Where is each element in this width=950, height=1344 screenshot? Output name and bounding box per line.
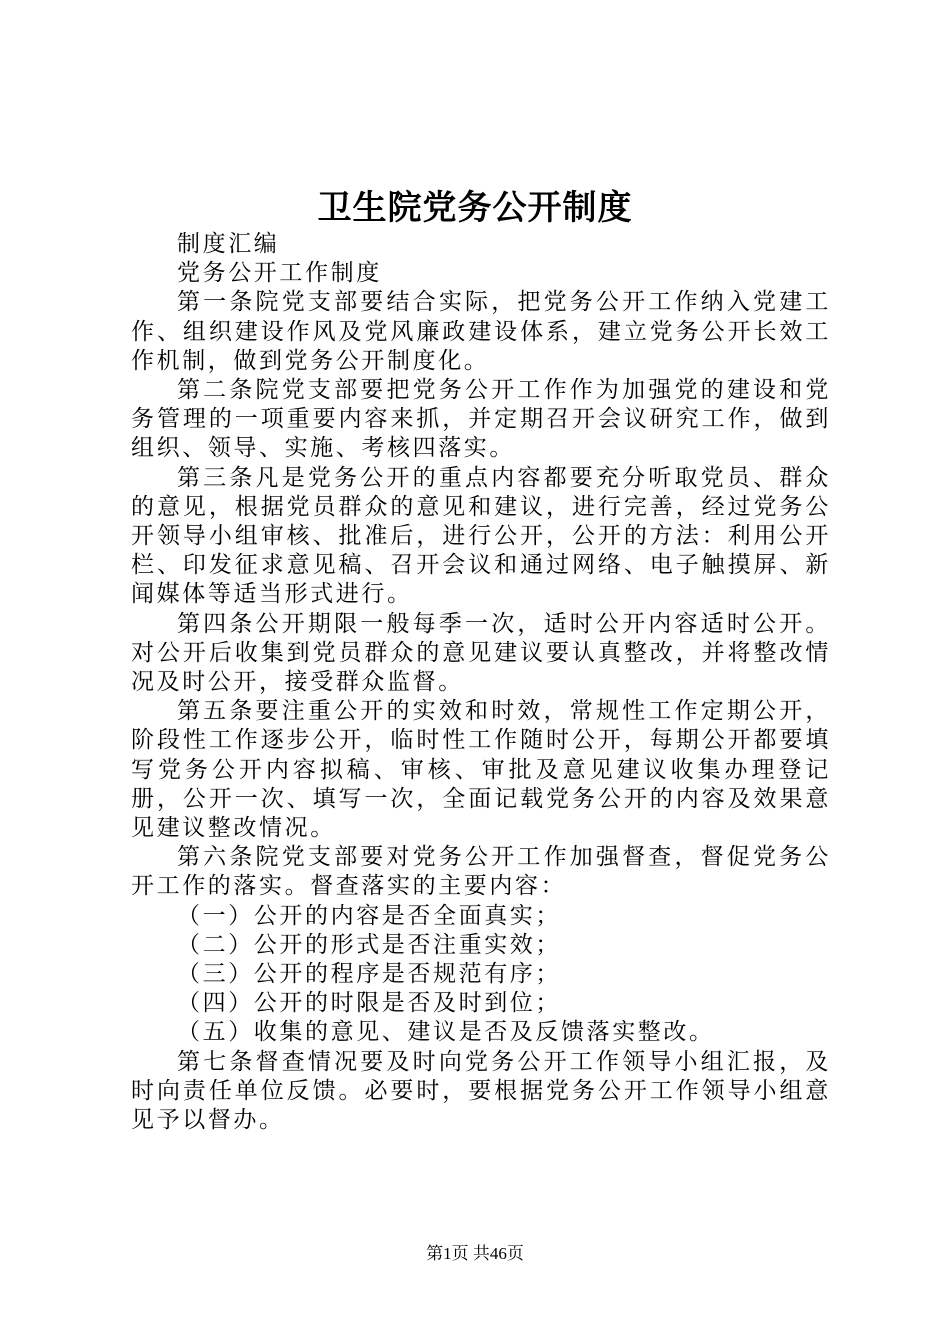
paragraph-article-4: 第四条公开期限一般每季一次，适时公开内容适时公开。对公开后收集到党员群众的意见建议要认真整改，并将整改情况及时公开，接受群众监督。 (131, 610, 831, 696)
paragraph-article-2: 第二条院党支部要把党务公开工作作为加强党的建设和党务管理的一项重要内容来抓，并定期召开会议研究工作，做到组织、领导、实施、考核四落实。 (131, 377, 831, 462)
paragraph-subtitle: 党务公开工作制度 (177, 260, 382, 287)
document-body (131, 230, 831, 1135)
list-item-3: （三）公开的程序是否规范有序； (177, 961, 561, 988)
paragraph-article-7: 第七条督查情况要及时向党务公开工作领导小组汇报，及时向责任单位反馈。必要时，要根据党务公开工作领导小组意见予以督办。 (131, 1048, 831, 1134)
list-item-1: （一）公开的内容是否全面真实； (177, 902, 561, 929)
paragraph-article-6: 第六条院党支部要对党务公开工作加强督查，督促党务公开工作的落实。督查落实的主要内容： (131, 844, 831, 900)
paragraph-article-5: 第五条要注重公开的实效和时效，常规性工作定期公开，阶段性工作逐步公开，临时性工作随时公开，每期公开都要填写党务公开内容拟稿、审核、审批及意见建议收集办理登记册，公开一次、填写一次，全面记载党务公开的内容及效果意见建议整改情况。 (131, 698, 831, 842)
list-item-2: （二）公开的形式是否注重实效； (177, 931, 561, 958)
list-item-4: （四）公开的时限是否及时到位； (177, 990, 561, 1017)
paragraph-article-1: 第一条院党支部要结合实际，把党务公开工作纳入党建工作、组织建设作风及党风廉政建设体系，建立党务公开长效工作机制，做到党务公开制度化。 (131, 289, 831, 374)
list-item-5: （五）收集的意见、建议是否及反馈落实整改。 (177, 1019, 715, 1046)
paragraph-category: 制度汇编 (177, 231, 280, 257)
page-title: 卫生院党务公开制度 (317, 188, 633, 228)
page-footer: 第1页 共46页 (426, 1244, 524, 1263)
paragraph-article-3: 第三条凡是党务公开的重点内容都要充分听取党员、群众的意见，根据党员群众的意见和建议，进行完善，经过党务公开领导小组审核、批准后，进行公开，公开的方法：利用公开栏、印发征求意见稿、召开会议和通过网络、电子触摸屏、新闻媒体等适当形式进行。 (131, 464, 831, 608)
